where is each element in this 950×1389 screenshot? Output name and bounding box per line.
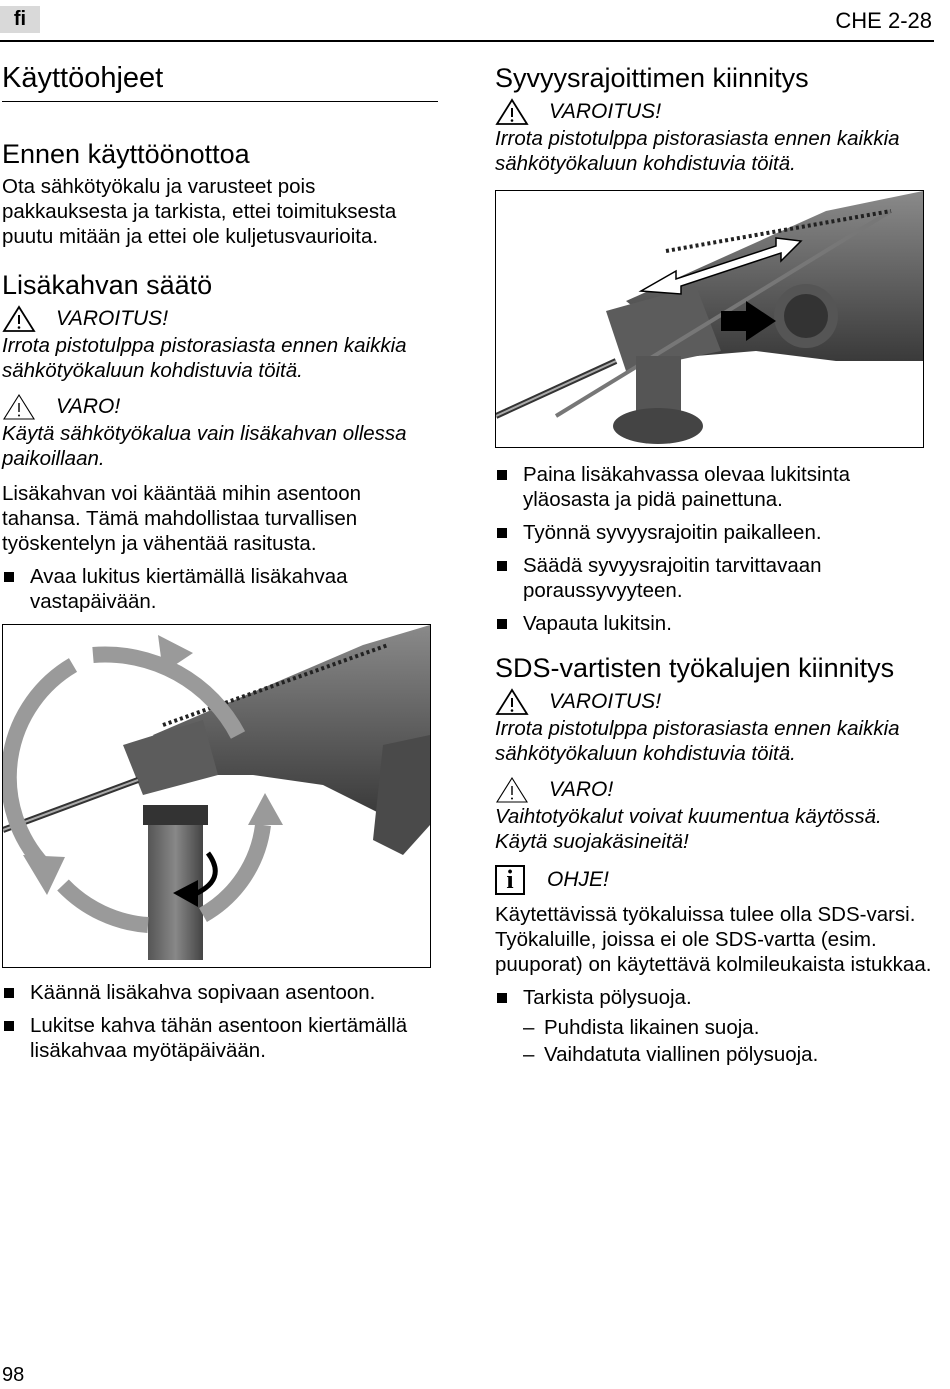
page-number: 98 [2,1364,25,1386]
list-item: Vapauta lukitsin. [495,611,935,636]
note-label [495,864,935,896]
warning-text: Irrota pistotulppa pistorasiasta ennen kaikkia sähkötyökaluun kohdistuvia töitä. [495,717,900,765]
sds-text: Käytettävissä työkaluissa tulee olla SDS-varsi. Työkaluille, joissa ei ole SDS-vartta (esim. puuporat) on käytettävä kolmileukaista istukkaa. [495,903,932,976]
aux-handle-steps-1 [2,564,438,614]
list-item: Lukitse kahva tähän asentoon kiertämällä lisäkahvaa myötäpäivään. [2,1013,438,1063]
page-title: Käyttöohjeet [2,62,438,102]
warning-label [2,305,438,333]
aux-handle-steps-2 [2,980,438,1063]
before-use-text: Ota sähkötyökalu ja varusteet pois pakkauksesta ja tarkista, ettei toimituksesta puutu mitään ja ettei ole kuljetusvaurioita. [2,175,397,248]
list-subitem: – Puhdista likainen suoja. [523,1014,935,1041]
model-name: CHE 2-28 [835,8,932,33]
sds-subitems [523,1014,935,1068]
list-item: Avaa lukitus kiertämällä lisäkahvaa vastapäivään. [2,564,438,614]
section-heading-aux-handle: Lisäkahvan säätö [2,270,213,300]
depth-stop-steps [495,462,935,636]
sds-steps [495,985,935,1010]
depth-stop-illustration [495,190,924,448]
list-subitem: – Vaihdatuta viallinen pölysuoja. [523,1041,935,1068]
warning-title: VAROITUS! [56,307,169,330]
warning-title: VAROITUS! [549,100,662,123]
aux-handle-illustration [2,624,431,968]
info-icon: i [495,865,525,895]
caution-triangle-icon [495,776,529,804]
caution-text: Käytä sähkötyökalua vain lisäkahvan ollessa paikoillaan. [2,422,407,470]
caution-label [2,393,438,421]
warning-triangle-icon [495,98,529,126]
section-heading-sds: SDS-vartisten työkalujen kiinnitys [495,653,895,683]
drill-handle-image [3,625,430,967]
note-title: OHJE! [547,868,609,891]
caution-text: Vaihtotyökalut voivat kuumentua käytössä. Käytä suojakäsineitä! [495,805,882,853]
caution-label [495,776,935,804]
language-tag: fi [0,6,40,33]
warning-title: VAROITUS! [549,690,662,713]
list-item: Paina lisäkahvassa olevaa lukitsinta yläosasta ja pidä painettuna. [495,462,935,512]
warning-triangle-icon [2,305,36,333]
caution-triangle-icon [2,393,36,421]
warning-triangle-icon [495,688,529,716]
aux-handle-text: Lisäkahvan voi kääntää mihin asentoon tahansa. Tämä mahdollistaa turvallisen työskentelyn ja vähentää rasitusta. [2,482,361,555]
right-column [495,62,935,1068]
section-heading-before-use: Ennen käyttöönottoa [2,139,250,169]
section-heading-depth-stop: Syvyysrajoittimen kiinnitys [495,63,809,93]
warning-text: Irrota pistotulppa pistorasiasta ennen kaikkia sähkötyökaluun kohdistuvia töitä. [2,334,407,382]
warning-label [495,688,935,716]
left-column [2,62,438,1071]
list-item: Käännä lisäkahva sopivaan asentoon. [2,980,438,1005]
list-item: Tarkista pölysuoja. [495,985,935,1010]
depth-stop-image [496,191,923,447]
warning-label [495,98,935,126]
list-item: Työnnä syvyysrajoitin paikalleen. [495,520,935,545]
list-item: Säädä syvyysrajoitin tarvittavaan poraussyvyyteen. [495,553,935,603]
caution-title: VARO! [56,395,121,418]
warning-text: Irrota pistotulppa pistorasiasta ennen kaikkia sähkötyökaluun kohdistuvia töitä. [495,127,900,175]
caution-title: VARO! [549,778,614,801]
header-rule [0,40,934,42]
